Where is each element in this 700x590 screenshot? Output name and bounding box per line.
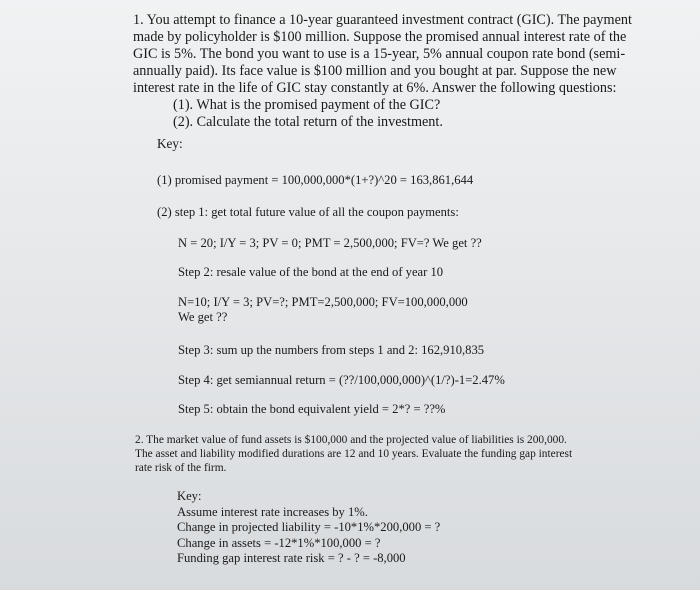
- question-2: [135, 433, 572, 475]
- key-1-line: (1) promised payment = 100,000,000*(1+?)^20 = 163,861,644: [157, 173, 474, 187]
- question-2-line: The asset and liability modified durations are 12 and 10 years. Evaluate the funding gap interest: [135, 448, 573, 460]
- key-1-line: Step 2: resale value of the bond at the end of year 10: [178, 265, 444, 279]
- key-2-line: Key:: [177, 489, 202, 503]
- key-1-heading: Key:: [157, 136, 183, 151]
- question-1-line: 1. You attempt to finance a 10-year guaranteed investment contract (GIC). The payment: [133, 12, 632, 28]
- sub-question: (1). What is the promised payment of the GIC?: [173, 97, 441, 113]
- question-2-line: 2. The market value of fund assets is $100,000 and the projected value of liabilities is 200,000.: [135, 434, 567, 446]
- key-1-line: Step 3: sum up the numbers from steps 1 and 2: 162,910,835: [178, 343, 485, 357]
- key-1-line: Step 5: obtain the bond equivalent yield = 2*? = ??%: [178, 402, 446, 416]
- key-1-line: N=10; I/Y = 3; PV=?; PMT=2,500,000; FV=100,000,000: [178, 295, 468, 309]
- sub-question: (2). Calculate the total return of the investment.: [173, 114, 443, 130]
- question-1-line: annually paid). Its face value is $100 million and you bought at par. Suppose the new: [133, 63, 617, 79]
- key-1-line: (2) step 1: get total future value of all the coupon payments:: [157, 205, 459, 219]
- question-2-line: rate risk of the firm.: [135, 462, 227, 474]
- key-2-line: Change in assets = -12*1%*100,000 = ?: [177, 535, 381, 550]
- key-1-line: N = 20; I/Y = 3; PV = 0; PMT = 2,500,000; FV=? We get ??: [178, 236, 482, 250]
- key-2-line: Assume interest rate increases by 1%.: [177, 504, 368, 519]
- key-2-line: Funding gap interest rate risk = ? - ? = -8,000: [177, 551, 406, 565]
- key-1-line: Step 4: get semiannual return = (??/100,000,000)^(1/?)-1=2.47%: [178, 373, 505, 387]
- question-1-line: made by policyholder is $100 million. Suppose the promised annual interest rate of the: [133, 29, 627, 45]
- question-1-line: interest rate in the life of GIC stay constantly at 6%. Answer the following questions:: [133, 80, 617, 96]
- key-2: [177, 489, 440, 567]
- question-1-line: GIC is 5%. The bond you want to use is a 15-year, 5% annual coupon rate bond (semi-: [133, 46, 626, 62]
- key-1-line: We get ??: [178, 310, 228, 324]
- question-1: [133, 12, 632, 131]
- key-2-line: Change in projected liability = -10*1%*200,000 = ?: [177, 520, 441, 534]
